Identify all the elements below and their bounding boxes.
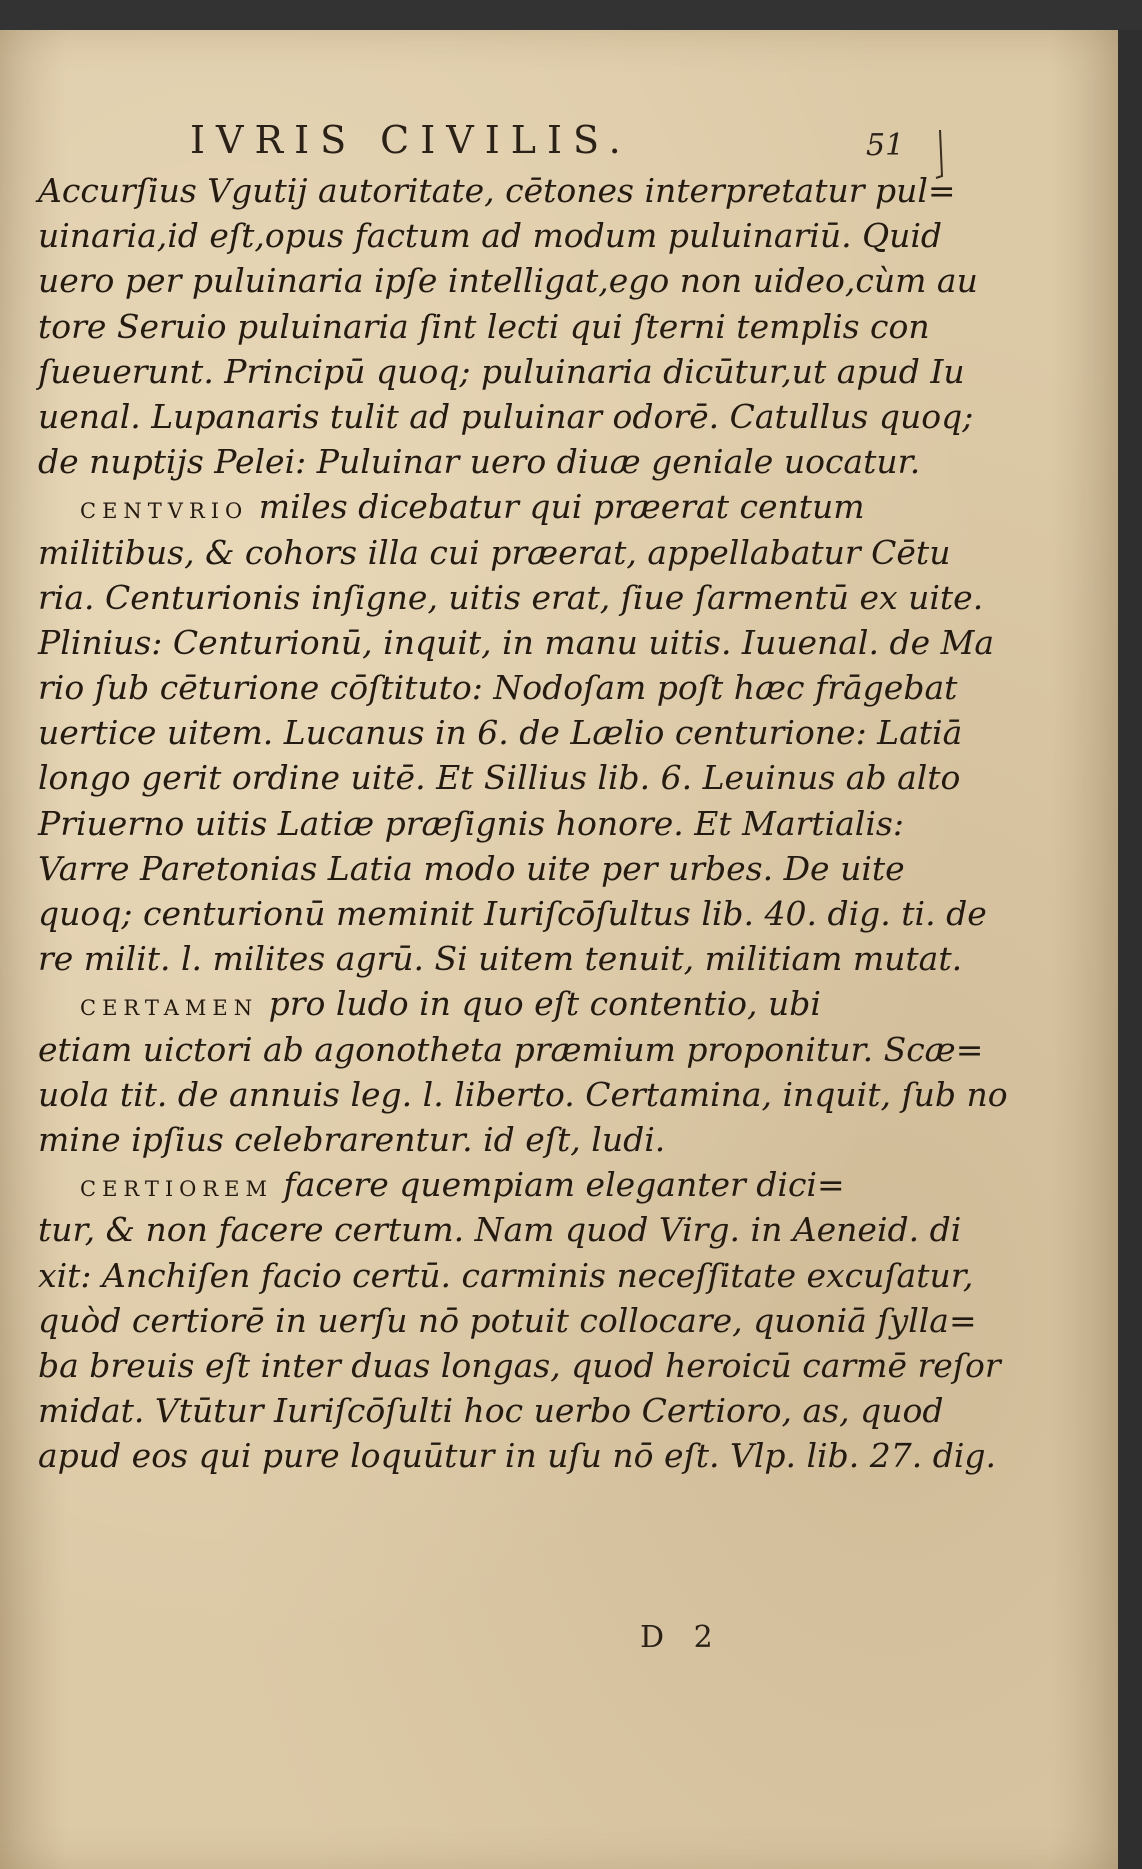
text-line: tore Seruio puluinaria ſint lecti qui ſterni templis con [38, 306, 930, 346]
text-line: uenal. Lupanaris tulit ad puluinar odorē. Catullus quoq; [38, 396, 974, 436]
text-line: apud eos qui pure loquūtur in uſu nō eſt. Vlp. lib. 27. dig. [38, 1436, 996, 1476]
text-line: ſueuerunt. Principū quoq; puluinaria dicūtur,ut apud Iu [38, 351, 965, 391]
text-line: Priuerno uitis Latiæ præſignis honore. Et Martialis: [38, 803, 904, 843]
entry-line-certiorem: CERTIOREM facere quempiam eleganter dici= [80, 1165, 845, 1205]
lemma-headword: CERTIOREM [80, 1177, 274, 1202]
text-line: midat. Vtūtur Iuriſcōſulti hoc uerbo Certioro, as, quod [38, 1391, 944, 1431]
lemma-headword: CERTAMEN [80, 996, 259, 1021]
text-line: ria. Centurionis inſigne, uitis erat, ſiue ſarmentū ex uite. [38, 577, 984, 617]
text-line: Plinius: Centurionū, inquit, in manu uitis. Iuuenal. de Ma [38, 622, 995, 662]
text-line: uertice uitem. Lucanus in 6. de Lælio centurione: Latiā [38, 713, 963, 753]
signature-mark: D 2 [640, 1620, 723, 1655]
text-line: longo gerit ordine uitē. Et Sillius lib. 6. Leuinus ab alto [38, 758, 961, 798]
scan-right-background [1118, 30, 1142, 1869]
text-line: tur, & non facere certum. Nam quod Virg. in Aeneid. di [38, 1210, 962, 1250]
text-line: rio ſub cēturione cōſtituto: Nodoſam poſt hæc frāgebat [38, 668, 958, 708]
lemma-headword: CENTVRIO [80, 499, 249, 524]
text-line: militibus, & cohors illa cui præerat, appellabatur Cētu [38, 532, 951, 572]
main-text-block [38, 168, 1008, 1478]
entry-line-certamen: CERTAMEN pro ludo in quo eſt contentio, ubi [80, 984, 821, 1024]
text-line: mine ipſius celebrarentur. id eſt, ludi. [38, 1119, 666, 1159]
text-line: de nuptijs Pelei: Puluinar uero diuæ geniale uocatur. [38, 442, 921, 482]
running-title: IVRIS CIVILIS. [190, 118, 632, 162]
text-line: re milit. l. milites agrū. Si uitem tenuit, militiam mutat. [38, 939, 963, 979]
text-line: etiam uictori ab agonotheta præmium proponitur. Scæ= [38, 1029, 984, 1069]
text-line: uero per puluinaria ipſe intelligat,ego non uideo,cùm au [38, 261, 978, 301]
text-line: quoq; centurionū meminit Iuriſcōſultus lib. 40. dig. ti. de [38, 894, 987, 933]
text-line: uola tit. de annuis leg. l. liberto. Certamina, inquit, ſub no [38, 1074, 1008, 1114]
text-line: ba breuis eſt inter duas longas, quod heroicū carmē reſor [38, 1345, 1001, 1385]
scan-top-background [0, 0, 1142, 30]
entry-line-centurio: CENTVRIO miles dicebatur qui præerat centum [80, 487, 865, 527]
folio-number: 51 [866, 128, 905, 163]
text-line: quòd certiorē in uerſu nō potuit collocare, quoniā ſylla= [38, 1300, 977, 1340]
text-line: Accurſius Vgutij autoritate, cētones interpretatur pul= [38, 171, 956, 210]
text-line: uinaria,id eſt,opus factum ad modum puluinariū. Quid [38, 216, 943, 256]
text-line: xit: Anchiſen facio certū. carminis neceſſitate excuſatur, [38, 1255, 974, 1295]
text-line: Varre Paretonias Latia modo uite per urbes. De uite [38, 848, 905, 888]
